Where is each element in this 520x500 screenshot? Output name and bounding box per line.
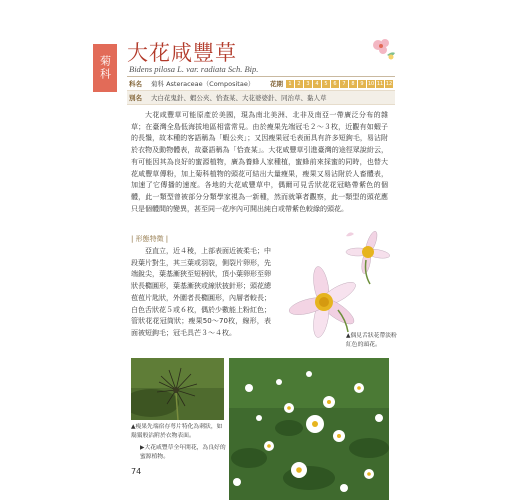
description-paragraph: 亞直立，近４稜，上部表面近被柔毛；中段葉片對生，其三葉或羽裂，側裂片卵形，先端銳尖，葉基漸狹至短柄狀，頂小葉卵形至卵狀長橢圓形，葉基漸狹或線狀披針形；頭花總苞苞片匙狀，外圍者長橢圓形，內層者較長；白色舌狀花５或６枚，偶於少數能上粉紅色；管狀花花冠筒狀；瘦果50～70枚，線形，表面被短鉤毛；冠毛具芒３～４枚。: [131, 247, 271, 337]
month-cell: 12: [385, 80, 393, 87]
month-cell: 5: [322, 80, 330, 88]
alias-label: 別名: [129, 94, 142, 102]
family-tab: 菊科: [93, 44, 117, 92]
family-label: 科名: [129, 80, 142, 88]
flowering-label: 花期: [270, 80, 283, 88]
month-cell: 1: [286, 80, 294, 88]
page-title: 大花咸豐草: [127, 41, 237, 65]
scientific-name: Bidens pilosa L. var. radiata Sch. Bip.: [129, 64, 259, 74]
info-table: [127, 76, 395, 105]
month-cell: 4: [313, 80, 321, 88]
alias-row: [127, 91, 395, 105]
family-row: [127, 77, 395, 91]
caption-purple-flower: ▲偶見舌狀花帶淡粉紅色的頭花。: [346, 333, 397, 348]
intro-paragraph: 大花咸豐草可能原產於美國，現為南北美洲、北非及南亞一帶廣泛分布的雜草；在臺灣全島低海拔地區相當常見。由於瘦果先端冠毛２～３枚，近觀有如蝦子的長鬚，故本種的客語稱為「蝦公夾」；又因瘦果冠毛表面具有許多短鉤毛，易沾附於衣物及動物體表，故臺語稱為「恰查某」。大花咸豐草引進臺灣的途徑眾說紛云，有可能因其為良好的蜜源植物，廣為養蜂人家種植，蜜蜂前來採蜜的同時，也替大花咸豐草傳粉，加上菊科植物的頭花可結出大量瘦果，瘦果又易沾附於人畜體表，加速了它傳播的速度。各地的大花咸豐草中，偶爾可見舌狀花花冠略帶紫色的個體，此一類型曾被部分分類學家視為一新種，然而就筆者觀察，此一類型的頭花應只是個體間的變異，甚至同一花序內可開出純白或帶紫色較綠的頭花。: [131, 111, 388, 213]
month-cell: 7: [340, 80, 348, 88]
month-cell: 9: [358, 80, 366, 88]
flower-logo-icon: [369, 37, 397, 63]
month-cell: 3: [304, 80, 312, 88]
flowering-months: [286, 80, 393, 88]
month-cell: 2: [295, 80, 303, 88]
alias-value: 大白花鬼針、蝦公夾、恰查某、大花婆婆針、同治草、黏人草: [151, 94, 327, 102]
purple-flower-photo: [278, 222, 390, 350]
month-cell: 11: [376, 80, 384, 87]
seed-head-photo: [131, 358, 224, 420]
caption-field: ▶大花咸豐草全年開花，為良好的蜜源植物。: [140, 445, 226, 460]
month-cell: 10: [367, 80, 375, 87]
month-cell: 6: [331, 80, 339, 88]
section-heading: | 形態特徵 |: [131, 235, 169, 243]
page-number: 74: [131, 467, 142, 476]
family-value: 菊科 Asteraceae（Compositae）: [151, 80, 255, 88]
field-flowers-photo: [229, 358, 389, 500]
month-cell: 8: [349, 80, 357, 88]
caption-seed-head: ▲瘦果先端宿存萼片特化為刺狀，如鬍鬚般沾附於衣物表面。: [131, 424, 223, 439]
